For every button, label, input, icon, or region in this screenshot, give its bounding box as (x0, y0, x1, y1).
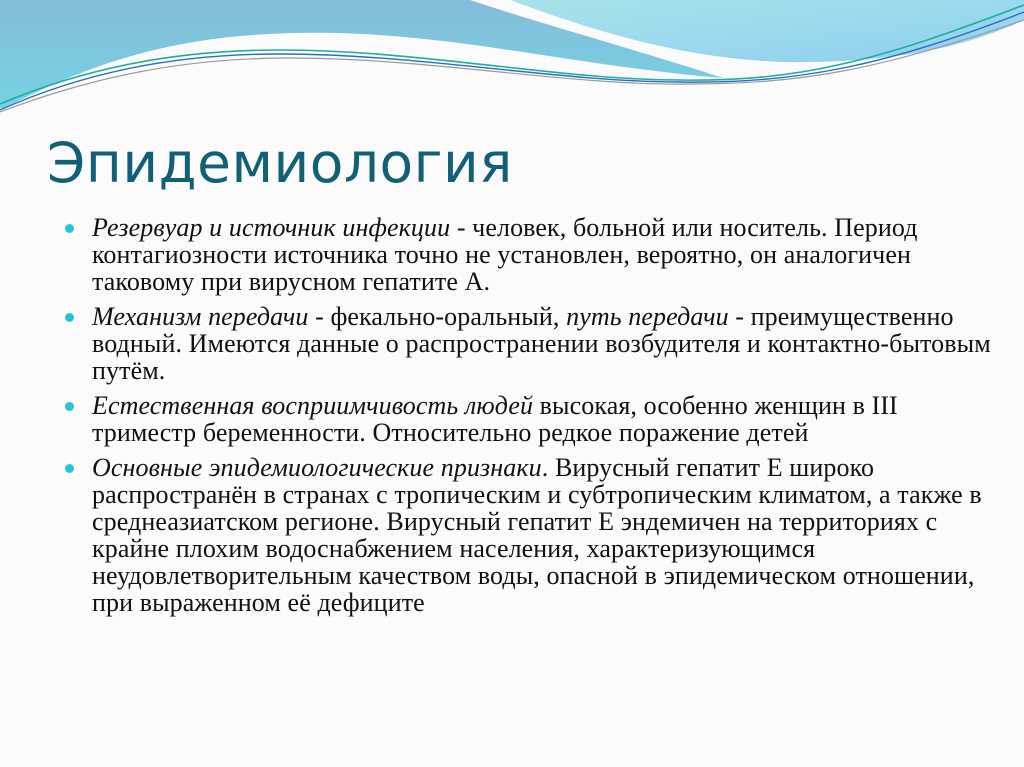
term-epidemiological-signs: Основные эпидемиологические признаки (92, 453, 542, 482)
bullet-list (92, 214, 992, 624)
text-epidemiological-signs: . Вирусный гепатит Е широко распространён в странах с тропическим и субтропическим климатом, а также в среднеазиатском регионе. Вирусный гепатит Е эндемичен на территориях с крайне плохим водоснабжением населения, характеризующимся неудовлетворительным качеством воды, опасной в эпидемическом отношении, при выраженном её дефиците (92, 453, 982, 617)
term-reservoir: Резервуар и источник инфекции (92, 213, 451, 242)
bullet-item-susceptibility (92, 392, 992, 446)
slide-title: Эпидемиология (47, 131, 513, 195)
term-route: путь передачи (566, 302, 729, 331)
text-mechanism: - фекально-оральный, (308, 302, 567, 331)
bullet-item-transmission (92, 303, 992, 384)
bullet-item-reservoir (92, 214, 992, 295)
term-mechanism: Механизм передачи (92, 302, 309, 331)
header-wave-decoration (0, 0, 1024, 130)
text-route: - преимущественно водный. Имеются данные о распространении возбудителя и контактно-бытовым путём. (92, 302, 991, 385)
text-susceptibility: высокая, особенно женщин в III триместр беременности. Относительно редкое поражение детей (92, 391, 898, 447)
text-reservoir: - человек, больной или носитель. Период контагиозности источника точно не установлен, вероятно, он аналогичен таковому при вирусном гепатите А. (92, 213, 918, 296)
bullet-dot-icon (65, 224, 74, 233)
bullet-dot-icon (65, 464, 74, 473)
bullet-dot-icon (65, 313, 74, 322)
bullet-item-epidemiological-signs (92, 454, 992, 616)
term-susceptibility: Естественная восприимчивость людей (92, 391, 534, 420)
bullet-dot-icon (65, 402, 74, 411)
